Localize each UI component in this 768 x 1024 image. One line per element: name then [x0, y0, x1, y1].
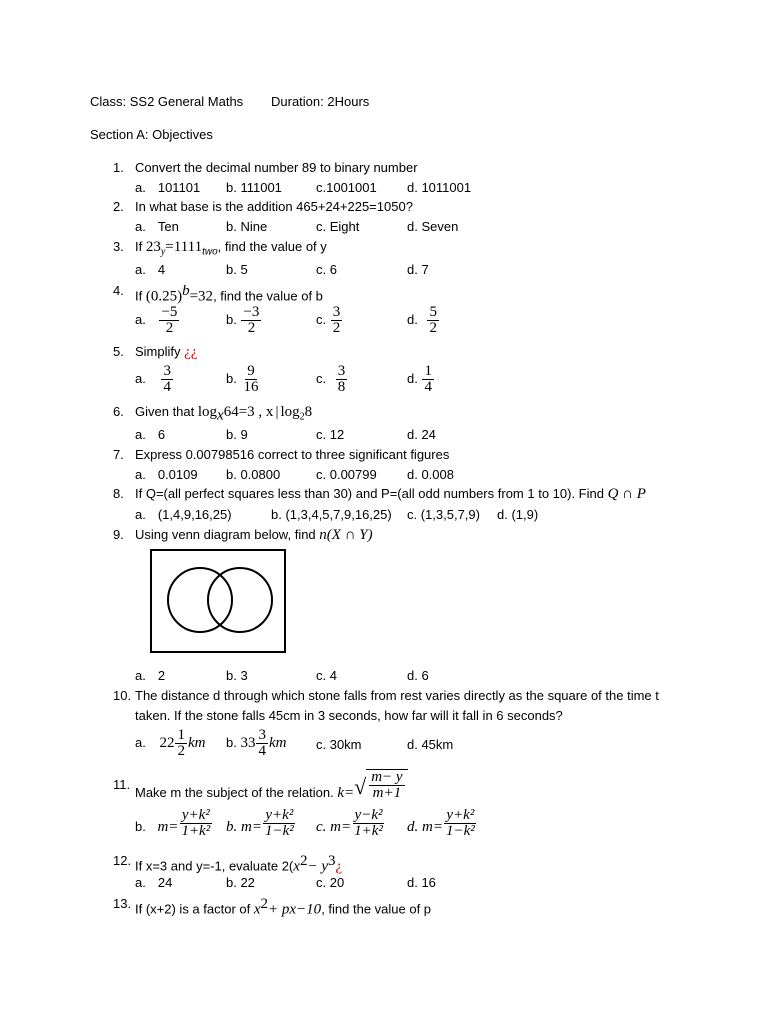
- q2-option-c: c. Eight: [316, 219, 360, 234]
- q8-option-c: c. (1,3,5,7,9): [407, 507, 480, 522]
- venn-set-x: [168, 568, 232, 632]
- q5-option-a: a. $\frac{3}{4}$: [135, 363, 171, 395]
- duration-label: Duration: 2Hours: [271, 94, 370, 109]
- q9-option-d: d. 6: [407, 668, 429, 683]
- q4-option-a: a. $\frac{-5}{2}$: [135, 304, 178, 336]
- q9-option-c: c. 4: [316, 668, 337, 683]
- q3-option-d: d. 7: [407, 262, 429, 277]
- question-8: 8. If Q=(all perfect squares less than 30) and P=(all odd numbers from 1 to 10). Find Q ∩ P: [113, 486, 646, 502]
- question-6: 6. Given that $\log_x64=3$ , x | $\log_28$: [113, 404, 313, 424]
- q1-option-c: c.1001001: [316, 180, 377, 195]
- venn-set-y: [208, 568, 272, 632]
- q10-option-d: d. 45km: [407, 737, 454, 752]
- q3-option-c: c. 6: [316, 262, 337, 277]
- q5-option-c: c. $\frac{3}{8}$: [316, 363, 346, 395]
- q4-option-b: b. $\frac{-3}{2}$: [226, 304, 260, 336]
- question-10-line-2: taken. If the stone falls 45cm in 3 seconds, how far will it fall in 6 seconds?: [135, 708, 563, 723]
- q4-option-c: c. $\frac{3}{2}$: [316, 304, 341, 336]
- q3-option-b: b. 5: [226, 262, 248, 277]
- question-13: 13. If (x+2) is a factor of $x^2+ px-10$, find the value of p: [113, 896, 432, 918]
- q12-option-b: b. 22: [226, 875, 255, 890]
- q12-option-c: c. 20: [316, 875, 345, 890]
- q2-option-b: b. Nine: [226, 219, 268, 234]
- q10-option-b: b. 33 $\frac{3}{4}$ km: [226, 727, 287, 759]
- q6-option-b: b. 9: [226, 427, 248, 442]
- q6-option-c: c. 12: [316, 427, 345, 442]
- question-3: 3. If $23_y=1111_{two}$, find the value of y: [113, 239, 327, 258]
- q4-option-d: d. $\frac{5}{2}$: [407, 304, 437, 336]
- q9-option-a: a. 2: [135, 668, 166, 683]
- q6-option-d: d. 24: [407, 427, 436, 442]
- q7-option-d: d. 0.008: [407, 467, 454, 482]
- class-label: Class: SS2 General Maths: [90, 94, 244, 109]
- q3-option-a: a. 4: [135, 262, 166, 277]
- venn-diagram: [150, 549, 288, 655]
- question-9: 9. Using venn diagram below, find n(X ∩ Y): [113, 527, 373, 543]
- q1-option-a: a. 101101: [135, 180, 201, 195]
- question-7: 7. Express 0.00798516 correct to three significant figures: [113, 447, 450, 462]
- section-title: Section A: Objectives: [90, 127, 213, 142]
- q9-option-b: b. 3: [226, 668, 248, 683]
- question-2: 2. In what base is the addition 465+24+225=1050?: [113, 199, 413, 214]
- venn-universal-set: [151, 550, 285, 652]
- q10-option-a: a. 22 $\frac{1}{2}$ km: [135, 727, 206, 759]
- question-10: 10. The distance d through which stone falls from rest varies directly as the square of the time t: [113, 688, 659, 703]
- question-11: 11. Make m the subject of the relation. k=√ $\frac{m- y}{m+1}$: [113, 768, 130, 783]
- q10-option-c: c. 30km: [316, 737, 362, 752]
- q12-option-a: a. 24: [135, 875, 173, 890]
- question-1: 1. Convert the decimal number 89 to binary number: [113, 160, 418, 175]
- q8-option-d: d. (1,9): [497, 507, 539, 522]
- q11-option-d: d. m= $\frac{\text{y+k²}}{\text{1−k²}}$: [407, 807, 475, 839]
- q1-option-d: d. 1011001: [407, 180, 472, 195]
- question-4: 4. If $(0.25)^b=32$, find the value of b: [113, 283, 323, 305]
- q5-option-d: d. $\frac{1}{4}$: [407, 363, 432, 395]
- q5-option-b: b. $\frac{9}{16}$: [226, 363, 259, 395]
- q11-option-c: c. m= $\frac{\text{y−k²}}{\text{1+k²}}$: [316, 807, 383, 839]
- q11-option-b: b. m= $\frac{\text{y+k²}}{\text{1−k²}}$: [226, 807, 294, 839]
- question-12: 12. If x=3 and y=-1, evaluate $2(x^2-$ $y^3¿$: [113, 853, 343, 875]
- q2-option-d: d. Seven: [407, 219, 459, 234]
- q7-option-a: a. 0.0109: [135, 467, 198, 482]
- q2-option-a: a. Ten: [135, 219, 179, 234]
- q11-option-a: b. m= $\frac{\text{y+k²}}{\text{1+k²}}$: [135, 807, 211, 839]
- q7-option-c: c. 0.00799: [316, 467, 377, 482]
- q7-option-b: b. 0.0800: [226, 467, 281, 482]
- q8-option-a: a. (1,4,9,16,25): [135, 507, 232, 522]
- q1-option-b: b. 111001: [226, 180, 282, 195]
- question-5: 5. Simplify ¿¿: [113, 344, 198, 360]
- q12-option-d: d. 16: [407, 875, 436, 890]
- q6-option-a: a. 6: [135, 427, 166, 442]
- q8-option-b: b. (1,3,4,5,7,9,16,25): [271, 507, 392, 522]
